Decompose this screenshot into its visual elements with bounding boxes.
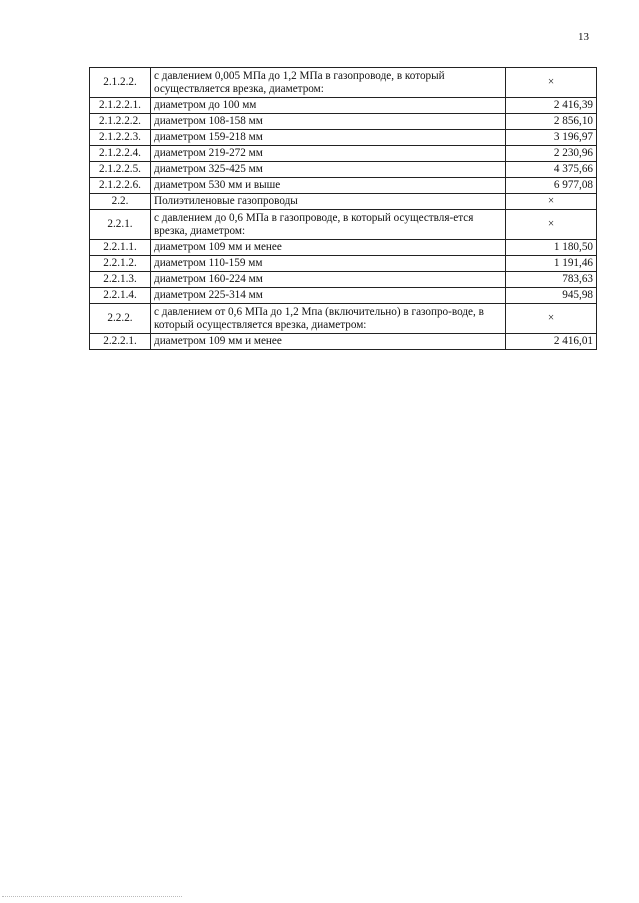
row-code: 2.2.1.	[90, 210, 151, 240]
row-description: с давлением 0,005 МПа до 1,2 МПа в газопроводе, в который осуществляется врезка, диаметром:	[151, 68, 506, 98]
row-description: диаметром 219-272 мм	[151, 146, 506, 162]
row-value: 945,98	[506, 288, 597, 304]
table-row	[90, 114, 597, 130]
table-row	[90, 146, 597, 162]
row-code: 2.1.2.2.4.	[90, 146, 151, 162]
row-value: ×	[506, 304, 597, 334]
row-code: 2.1.2.2.6.	[90, 178, 151, 194]
row-description: Полиэтиленовые газопроводы	[151, 194, 506, 210]
row-description: диаметром 110-159 мм	[151, 256, 506, 272]
tariff-table-body	[90, 68, 597, 350]
table-row	[90, 240, 597, 256]
row-code: 2.1.2.2.5.	[90, 162, 151, 178]
row-value: ×	[506, 194, 597, 210]
table-row	[90, 210, 597, 240]
row-value: 6 977,08	[506, 178, 597, 194]
table-row	[90, 98, 597, 114]
table-row	[90, 130, 597, 146]
row-description: диаметром 160-224 мм	[151, 272, 506, 288]
page-number: 13	[578, 31, 589, 43]
row-code: 2.1.2.2.2.	[90, 114, 151, 130]
table-row	[90, 162, 597, 178]
row-code: 2.2.2.	[90, 304, 151, 334]
row-value: ×	[506, 210, 597, 240]
table-row	[90, 334, 597, 350]
row-value: 2 230,96	[506, 146, 597, 162]
row-code: 2.2.	[90, 194, 151, 210]
row-code: 2.2.1.2.	[90, 256, 151, 272]
table-row	[90, 256, 597, 272]
table-row	[90, 178, 597, 194]
table-row	[90, 68, 597, 98]
row-description: диаметром 109 мм и менее	[151, 240, 506, 256]
row-value: 4 375,66	[506, 162, 597, 178]
row-code: 2.2.1.4.	[90, 288, 151, 304]
row-value: 2 856,10	[506, 114, 597, 130]
row-description: диаметром 159-218 мм	[151, 130, 506, 146]
row-description: с давлением от 0,6 МПа до 1,2 Мпа (включительно) в газопро-воде, в который осуществляется врезка, диаметром:	[151, 304, 506, 334]
row-description: диаметром 109 мм и менее	[151, 334, 506, 350]
row-description: диаметром 108-158 мм	[151, 114, 506, 130]
table-row	[90, 304, 597, 334]
row-description: диаметром 530 мм и выше	[151, 178, 506, 194]
row-code: 2.1.2.2.1.	[90, 98, 151, 114]
row-value: 2 416,39	[506, 98, 597, 114]
row-description: диаметром до 100 мм	[151, 98, 506, 114]
row-description: диаметром 325-425 мм	[151, 162, 506, 178]
row-code: 2.2.1.1.	[90, 240, 151, 256]
row-code: 2.2.2.1.	[90, 334, 151, 350]
table-row	[90, 272, 597, 288]
row-value: ×	[506, 68, 597, 98]
tariff-table	[89, 67, 597, 350]
row-value: 2 416,01	[506, 334, 597, 350]
row-description: с давлением до 0,6 МПа в газопроводе, в который осуществля-ется врезка, диаметром:	[151, 210, 506, 240]
row-value: 1 180,50	[506, 240, 597, 256]
row-code: 2.2.1.3.	[90, 272, 151, 288]
row-value: 783,63	[506, 272, 597, 288]
row-value: 3 196,97	[506, 130, 597, 146]
row-code: 2.1.2.2.	[90, 68, 151, 98]
row-description: диаметром 225-314 мм	[151, 288, 506, 304]
table-row	[90, 288, 597, 304]
row-code: 2.1.2.2.3.	[90, 130, 151, 146]
scan-artifact-line	[2, 895, 182, 897]
row-value: 1 191,46	[506, 256, 597, 272]
table-row	[90, 194, 597, 210]
